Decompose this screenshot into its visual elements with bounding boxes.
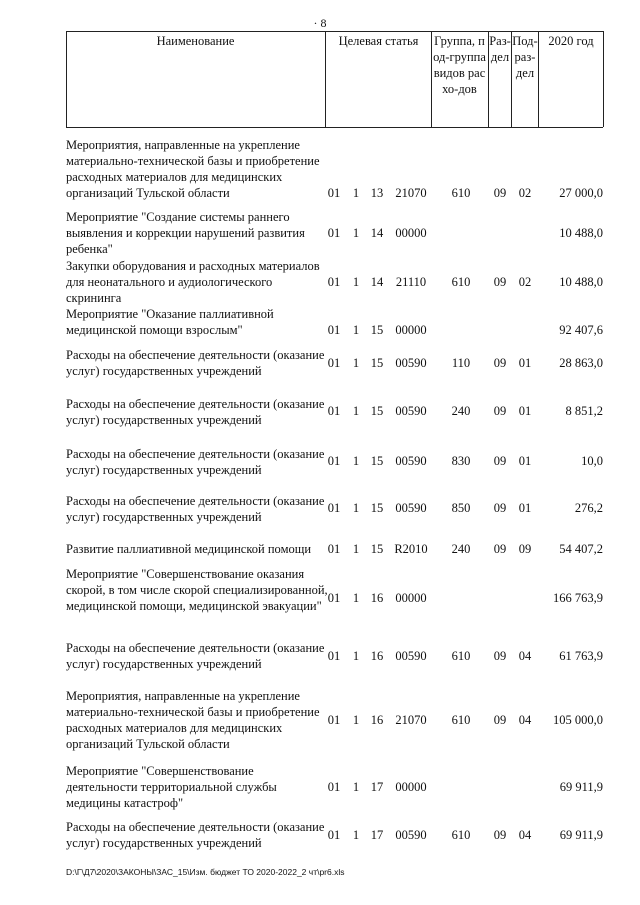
row-sub: 09 [518, 542, 532, 556]
row-c4: 00000 [395, 591, 427, 605]
row-sub: 02 [518, 186, 532, 200]
row-sub: 01 [518, 501, 532, 515]
row-c2: 1 [352, 780, 360, 794]
row-c1: 01 [327, 186, 341, 200]
row-name: Мероприятия, направленные на укрепление материально-технической базы и приобретение расходных материалов для медицинских организаций Тульской области [66, 138, 320, 200]
row-name: Мероприятие "Оказание паллиативной медицинской помощи взрослым" [66, 307, 274, 337]
row-sub: 01 [518, 404, 532, 418]
row-amount: 10,0 [581, 454, 603, 468]
row-amount: 10 488,0 [559, 275, 603, 289]
row-sub: 02 [518, 275, 532, 289]
row-amount: 10 488,0 [559, 226, 603, 240]
row-group: 240 [451, 542, 471, 556]
row-amount: 54 407,2 [559, 542, 603, 556]
row-c2: 1 [352, 591, 360, 605]
header-divider [431, 31, 432, 127]
row-c2: 1 [352, 454, 360, 468]
row-section: 09 [493, 649, 507, 663]
row-c1: 01 [327, 226, 341, 240]
row-c2: 1 [352, 356, 360, 370]
row-name: Закупки оборудования и расходных материалов для неонатального и аудиологического скрининга [66, 259, 320, 305]
row-amount: 28 863,0 [559, 356, 603, 370]
row-sub: 04 [518, 828, 532, 842]
row-section: 09 [493, 501, 507, 515]
row-name: Мероприятия, направленные на укрепление материально-технической базы и приобретение расходных материалов для медицинских организаций Тульской области [66, 689, 320, 751]
row-c2: 1 [352, 501, 360, 515]
row-section: 09 [493, 828, 507, 842]
row-c1: 01 [327, 404, 341, 418]
row-amount: 27 000,0 [559, 186, 603, 200]
file-path-footer: D:\Г\Д7\2020\ЗАКОНЫ\ЗАС_15\Изм. бюджет ТО 2020-2022_2 чт\pr6.xls [66, 867, 345, 877]
row-c4: 00000 [395, 323, 427, 337]
header-bottom-border [66, 127, 603, 128]
row-section: 09 [493, 404, 507, 418]
row-name: Расходы на обеспечение деятельности (оказание услуг) государственных учреждений [66, 348, 325, 378]
row-group: 850 [451, 501, 471, 515]
page-number: · 8 [313, 16, 327, 30]
header-section: Раз-дел [489, 34, 511, 64]
row-c2: 1 [352, 713, 360, 727]
row-c1: 01 [327, 780, 341, 794]
row-c2: 1 [352, 226, 360, 240]
row-c4: 00590 [395, 649, 427, 663]
row-c2: 1 [352, 323, 360, 337]
row-c4: 00590 [395, 356, 427, 370]
header-group: Группа, под-группа видов расхо-дов [433, 34, 486, 96]
row-name: Расходы на обеспечение деятельности (оказание услуг) государственных учреждений [66, 641, 325, 671]
header-top-border [66, 31, 603, 32]
row-name: Расходы на обеспечение деятельности (оказание услуг) государственных учреждений [66, 447, 325, 477]
row-c3: 15 [370, 356, 384, 370]
row-amount: 69 911,9 [559, 828, 603, 842]
row-name: Расходы на обеспечение деятельности (оказание услуг) государственных учреждений [66, 494, 325, 524]
row-name: Развитие паллиативной медицинской помощи [66, 542, 312, 556]
header-divider [603, 31, 604, 127]
row-c1: 01 [327, 828, 341, 842]
row-sub: 01 [518, 454, 532, 468]
row-c3: 14 [370, 226, 384, 240]
header-target: Целевая статья [338, 34, 419, 48]
row-c2: 1 [352, 828, 360, 842]
row-section: 09 [493, 713, 507, 727]
row-name: Мероприятие "Совершенствование деятельности территориальной службы медицины катастроф" [66, 764, 277, 810]
row-sub: 01 [518, 356, 532, 370]
row-c2: 1 [352, 542, 360, 556]
row-c3: 17 [370, 780, 384, 794]
row-amount: 69 911,9 [559, 780, 603, 794]
row-c1: 01 [327, 591, 341, 605]
row-group: 240 [451, 404, 471, 418]
row-c1: 01 [327, 275, 341, 289]
row-c3: 15 [370, 501, 384, 515]
row-c3: 14 [370, 275, 384, 289]
row-c4: 00590 [395, 501, 427, 515]
row-section: 09 [493, 454, 507, 468]
row-group: 610 [451, 649, 471, 663]
row-sub: 04 [518, 713, 532, 727]
row-c4: R2010 [394, 542, 428, 556]
row-c1: 01 [327, 356, 341, 370]
row-name: Расходы на обеспечение деятельности (оказание услуг) государственных учреждений [66, 820, 325, 850]
row-c3: 16 [370, 591, 384, 605]
row-amount: 166 763,9 [553, 591, 603, 605]
row-c2: 1 [352, 275, 360, 289]
row-amount: 276,2 [574, 501, 603, 515]
header-name: Наименование [156, 34, 235, 48]
row-amount: 8 851,2 [565, 404, 603, 418]
row-group: 110 [451, 356, 471, 370]
row-name: Мероприятие "Совершенствование оказания скорой, в том числе скорой специализированной, медицинской помощи, медицинской эвакуации" [66, 567, 328, 613]
row-section: 09 [493, 542, 507, 556]
row-amount: 61 763,9 [559, 649, 603, 663]
row-c3: 15 [370, 404, 384, 418]
row-c4: 00000 [395, 780, 427, 794]
row-c3: 16 [370, 649, 384, 663]
row-name: Расходы на обеспечение деятельности (оказание услуг) государственных учреждений [66, 397, 325, 427]
row-c4: 21110 [395, 275, 427, 289]
row-group: 610 [451, 186, 471, 200]
row-c4: 00000 [395, 226, 427, 240]
row-c1: 01 [327, 323, 341, 337]
row-group: 610 [451, 275, 471, 289]
row-c1: 01 [327, 649, 341, 663]
row-c1: 01 [327, 542, 341, 556]
row-amount: 105 000,0 [553, 713, 603, 727]
row-c3: 15 [370, 542, 384, 556]
row-sub: 04 [518, 649, 532, 663]
row-section: 09 [493, 186, 507, 200]
row-c3: 17 [370, 828, 384, 842]
header-subsection: Под-раз-дел [512, 34, 538, 80]
header-year: 2020 год [548, 34, 594, 48]
row-section: 09 [493, 356, 507, 370]
row-c4: 21070 [395, 186, 427, 200]
row-section: 09 [493, 275, 507, 289]
row-c1: 01 [327, 713, 341, 727]
row-c4: 00590 [395, 828, 427, 842]
row-c4: 00590 [395, 404, 427, 418]
row-c4: 21070 [395, 713, 427, 727]
row-c1: 01 [327, 501, 341, 515]
row-c3: 16 [370, 713, 384, 727]
row-c2: 1 [352, 186, 360, 200]
row-group: 830 [451, 454, 471, 468]
row-c2: 1 [352, 649, 360, 663]
row-group: 610 [451, 828, 471, 842]
row-c3: 15 [370, 454, 384, 468]
row-c1: 01 [327, 454, 341, 468]
row-amount: 92 407,6 [559, 323, 603, 337]
row-c4: 00590 [395, 454, 427, 468]
row-c3: 13 [370, 186, 384, 200]
row-c3: 15 [370, 323, 384, 337]
row-group: 610 [451, 713, 471, 727]
row-name: Мероприятие "Создание системы раннего выявления и коррекции нарушений развития ребенка" [66, 210, 305, 256]
row-c2: 1 [352, 404, 360, 418]
